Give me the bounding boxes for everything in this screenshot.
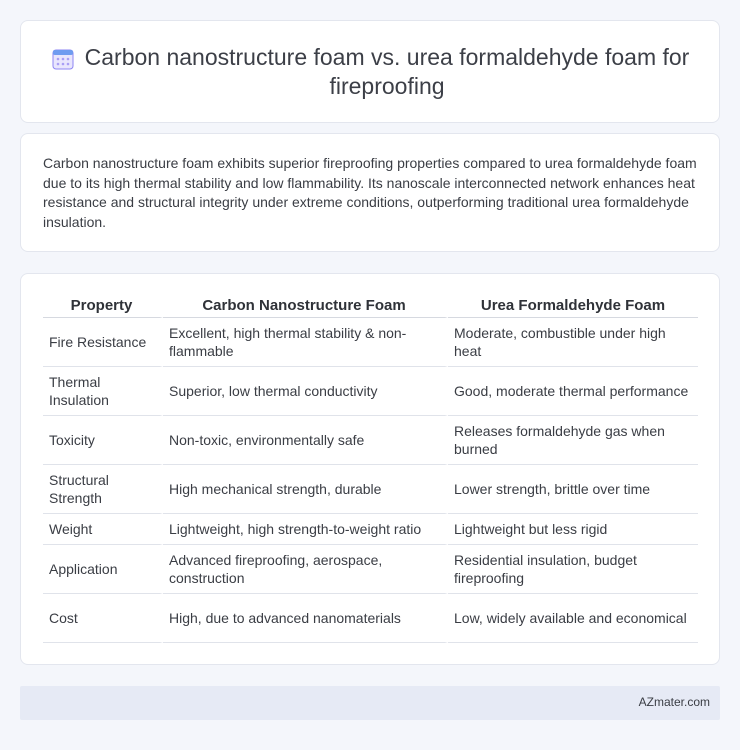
cell-property: Application — [43, 545, 163, 594]
comparison-table-card — [20, 273, 720, 665]
cell-carbon-foam: High, due to advanced nanomaterials — [163, 594, 448, 643]
cell-property: Toxicity — [43, 416, 163, 465]
cell-urea-foam: Residential insulation, budget fireproofing — [448, 545, 698, 594]
cell-property: Fire Resistance — [43, 318, 163, 367]
column-header-property: Property — [43, 294, 163, 318]
page-title: Carbon nanostructure foam vs. urea formaldehyde foam for fireproofing — [84, 43, 690, 99]
cell-carbon-foam: Excellent, high thermal stability & non-flammable — [163, 318, 448, 367]
cell-property: Cost — [43, 594, 163, 643]
table-row — [43, 545, 698, 594]
comparison-table — [43, 294, 698, 643]
cell-urea-foam: Good, moderate thermal performance — [448, 367, 698, 416]
cell-property: Thermal Insulation — [43, 367, 163, 416]
cell-carbon-foam: Advanced fireproofing, aerospace, construction — [163, 545, 448, 594]
cell-carbon-foam: Non-toxic, environmentally safe — [163, 416, 448, 465]
cell-carbon-foam: Superior, low thermal conductivity — [163, 367, 448, 416]
cell-carbon-foam: High mechanical strength, durable — [163, 465, 448, 514]
table-row — [43, 318, 698, 367]
summary-text: Carbon nanostructure foam exhibits superior fireproofing properties compared to urea formaldehyde foam due to its high thermal stability and low flammability. Its nanoscale interconnected network enhances heat resistance and structural integrity under extreme conditions, outperforming traditional urea formaldehyde insulation. — [43, 155, 697, 230]
table-row — [43, 465, 698, 514]
footer-site-link[interactable]: AZmater.com — [638, 695, 710, 709]
table-header-row — [43, 294, 698, 318]
cell-urea-foam: Moderate, combustible under high heat — [448, 318, 698, 367]
cell-property: Weight — [43, 514, 163, 545]
column-header-carbon-foam: Carbon Nanostructure Foam — [163, 294, 448, 318]
cell-urea-foam: Low, widely available and economical — [448, 594, 698, 643]
cell-property: Structural Strength — [43, 465, 163, 514]
footer-bar — [20, 686, 720, 720]
header-card — [20, 20, 720, 123]
cell-urea-foam: Releases formaldehyde gas when burned — [448, 416, 698, 465]
cell-carbon-foam: Lightweight, high strength-to-weight ratio — [163, 514, 448, 545]
summary-card — [20, 133, 720, 252]
cell-urea-foam: Lightweight but less rigid — [448, 514, 698, 545]
column-header-urea-foam: Urea Formaldehyde Foam — [448, 294, 698, 318]
table-row — [43, 594, 698, 643]
table-row — [43, 367, 698, 416]
cell-urea-foam: Lower strength, brittle over time — [448, 465, 698, 514]
table-row — [43, 416, 698, 465]
table-row — [43, 514, 698, 545]
